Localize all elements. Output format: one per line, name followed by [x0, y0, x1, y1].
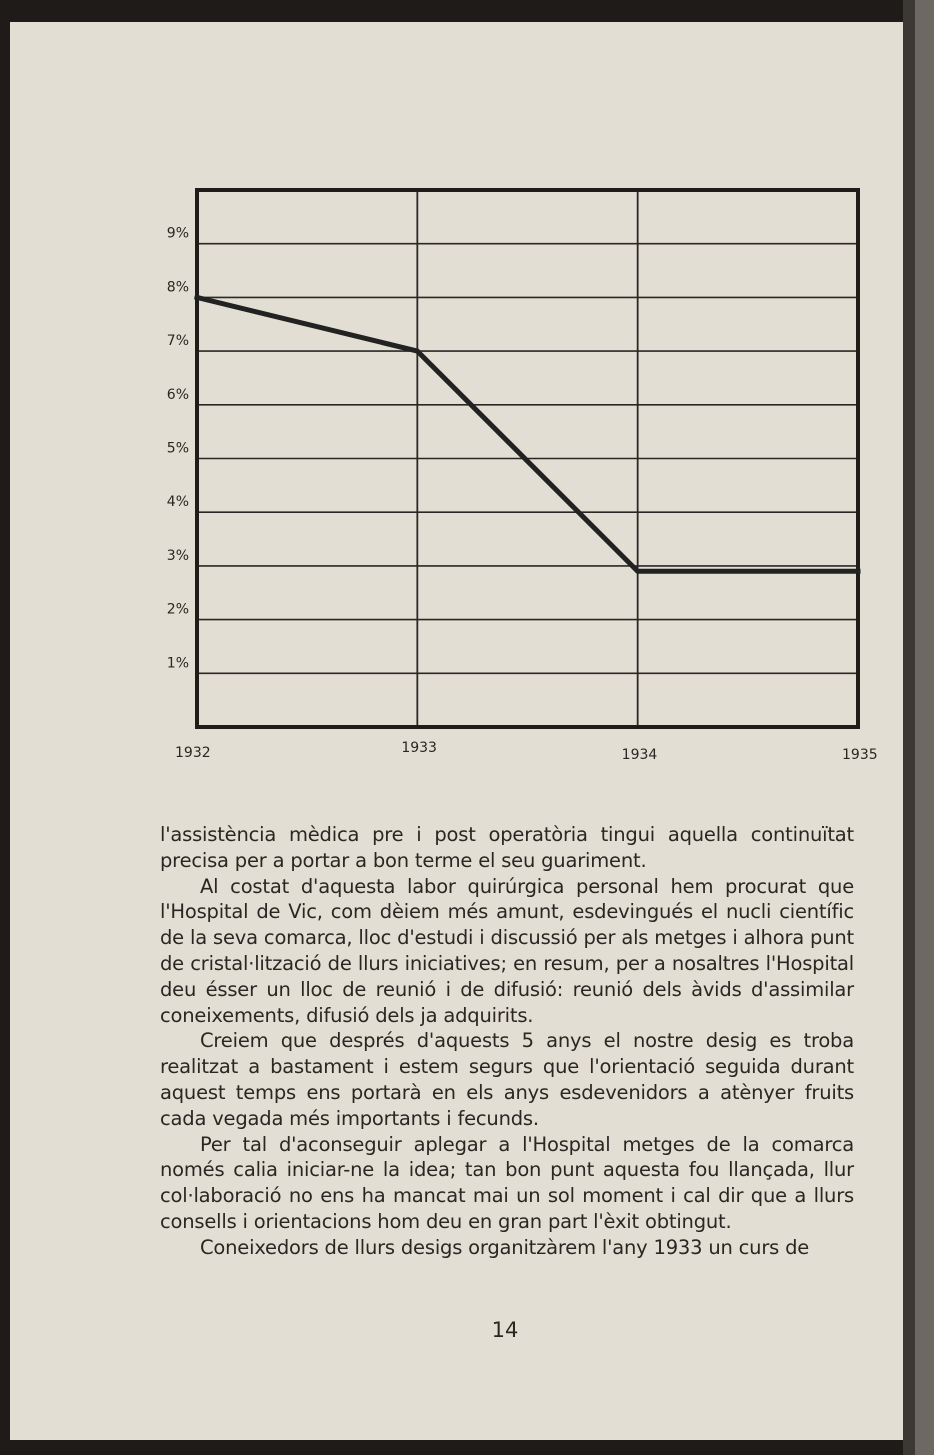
y-tick-label: 7%: [166, 333, 189, 350]
y-tick-label: 9%: [166, 225, 189, 242]
paragraph-4: Per tal d'aconseguir aplegar a l'Hospital metges de la comarca només calia iniciar-ne la idea; tan bon punt aquesta fou llançada, llur col·laboració no ens ha mancat mai un sol moment i cal dir que a llurs consells i orientacions hom deu en gran part l'èxit obtingut.: [160, 1132, 854, 1233]
y-tick-label: 5%: [166, 440, 189, 457]
page-number: 14: [491, 1318, 519, 1342]
y-tick-label: 6%: [166, 386, 189, 403]
series-point: [635, 569, 640, 574]
chart-series: [195, 295, 861, 574]
y-tick-label: 8%: [166, 279, 189, 296]
paragraph-5: Coneixedors de llurs desigs organitzàrem l'any 1933 un curs de: [200, 1235, 810, 1259]
x-tick-label: 1933: [401, 740, 437, 756]
paragraph-3: Creiem que després d'aquests 5 anys el nostre desig es troba realitzat a bastament i estem segurs que l'orientació seguida durant aquest temps ens portarà en els anys esdevenidors a atènyer fruits cada vegada més importants i fecunds.: [160, 1029, 854, 1130]
x-tick-label: 1932: [175, 745, 211, 761]
x-tick-labels: [175, 740, 878, 763]
series-point: [415, 349, 420, 354]
x-tick-label: 1935: [842, 747, 878, 763]
x-tick-label: 1934: [621, 747, 658, 763]
paragraph-1: l'assistència mèdica pre i post operatòria tingui aquella continuïtat precisa per a portar a bon terme el seu guariment.: [160, 823, 854, 872]
y-tick-label: 2%: [166, 601, 189, 618]
y-tick-label: 3%: [166, 547, 189, 564]
body-text: [160, 822, 854, 1261]
series-line: [197, 297, 858, 571]
paragraph-2: Al costat d'aquesta labor quirúrgica personal hem procurat que l'Hospital de Vic, com dèiem més amunt, esdevingués el nucli científic de la seva comarca, lloc d'estudi i discussió per als metges i alhora punt de cristal·lització de llurs iniciatives; en resum, per a nosaltres l'Hospital deu ésser un lloc de reunió i de difusió: reunió dels àvids d'assimilar coneixements, difusió dels ja adquirits.: [160, 874, 854, 1027]
series-point: [195, 295, 200, 300]
series-point: [856, 569, 861, 574]
y-tick-label: 1%: [166, 655, 189, 672]
y-tick-labels: [167, 226, 189, 672]
y-tick-label: 4%: [166, 494, 189, 511]
